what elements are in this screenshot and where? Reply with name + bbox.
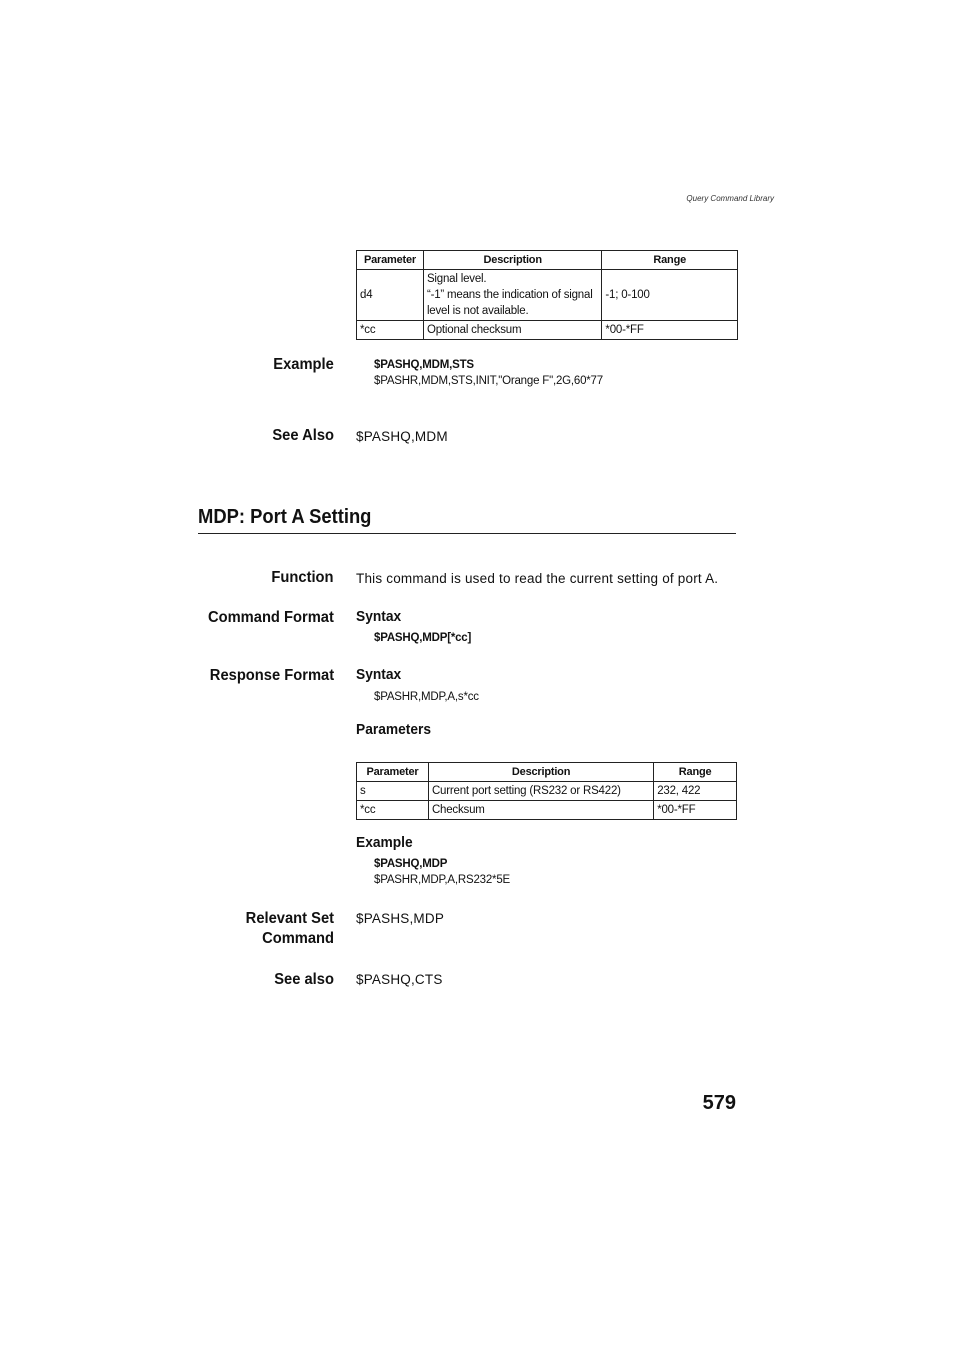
parameters-heading: Parameters [356, 722, 432, 738]
example-label: Example [273, 356, 334, 373]
cell-description: Checksum [428, 801, 653, 820]
function-label: Function [271, 569, 334, 586]
relevant-set-command-label [246, 909, 334, 949]
relevant-set-label-line: Command [262, 930, 334, 947]
column-header-description: Description [428, 763, 653, 782]
see-also-label: See Also [272, 427, 334, 444]
response-format-label: Response Format [209, 667, 334, 684]
cell-range: -1; 0-100 [602, 270, 738, 321]
table-row [357, 801, 737, 820]
cell-range: *00-*FF [654, 801, 737, 820]
cell-parameter: *cc [357, 801, 429, 820]
cell-parameter: s [357, 782, 429, 801]
top-parameter-table [356, 250, 738, 340]
column-header-range: Range [602, 251, 738, 270]
page-number: 579 [702, 1092, 736, 1114]
relevant-set-label-line: Relevant Set [245, 910, 334, 927]
table-header-row [357, 763, 737, 782]
cell-parameter: *cc [357, 321, 424, 340]
column-header-parameter: Parameter [357, 763, 429, 782]
example-response: $PASHR,MDM,STS,INIT,"Orange F",2G,60*77 [374, 375, 603, 387]
cell-description [423, 270, 601, 321]
column-header-range: Range [654, 763, 737, 782]
cell-description: Current port setting (RS232 or RS422) [428, 782, 653, 801]
response-syntax: $PASHR,MDP,A,s*cc [374, 691, 479, 703]
description-line: level is not available. [426, 305, 529, 317]
table-row [357, 270, 738, 321]
description-line: Signal level. [426, 273, 487, 285]
command-syntax: $PASHQ,MDP[*cc] [374, 632, 472, 644]
example-heading: Example [356, 835, 413, 851]
table-row [357, 321, 738, 340]
column-header-description: Description [423, 251, 601, 270]
function-text: This command is used to read the current setting of port A. [356, 571, 719, 586]
see-also-label: See also [274, 971, 334, 988]
see-also-value: $PASHQ,CTS [356, 972, 443, 987]
table-row [357, 782, 737, 801]
description-line: “-1” means the indication of signal [426, 289, 593, 301]
cell-parameter: d4 [357, 270, 424, 321]
section-title: MDP: Port A Setting [198, 506, 372, 528]
cell-range: *00-*FF [602, 321, 738, 340]
cell-description: Optional checksum [423, 321, 601, 340]
example-command: $PASHQ,MDM,STS [374, 359, 474, 371]
parameters-table [356, 762, 737, 820]
table-header-row [357, 251, 738, 270]
example-command: $PASHQ,MDP [374, 858, 448, 870]
running-header: Query Command Library [686, 194, 774, 203]
relevant-set-command-value: $PASHS,MDP [356, 911, 445, 926]
example-response: $PASHR,MDP,A,RS232*5E [374, 874, 510, 886]
cell-range: 232, 422 [654, 782, 737, 801]
column-header-parameter: Parameter [357, 251, 424, 270]
response-syntax-heading: Syntax [356, 667, 402, 683]
see-also-value: $PASHQ,MDM [356, 429, 448, 444]
section-divider [198, 533, 736, 534]
command-format-label: Command Format [208, 609, 334, 626]
command-syntax-heading: Syntax [356, 609, 402, 625]
